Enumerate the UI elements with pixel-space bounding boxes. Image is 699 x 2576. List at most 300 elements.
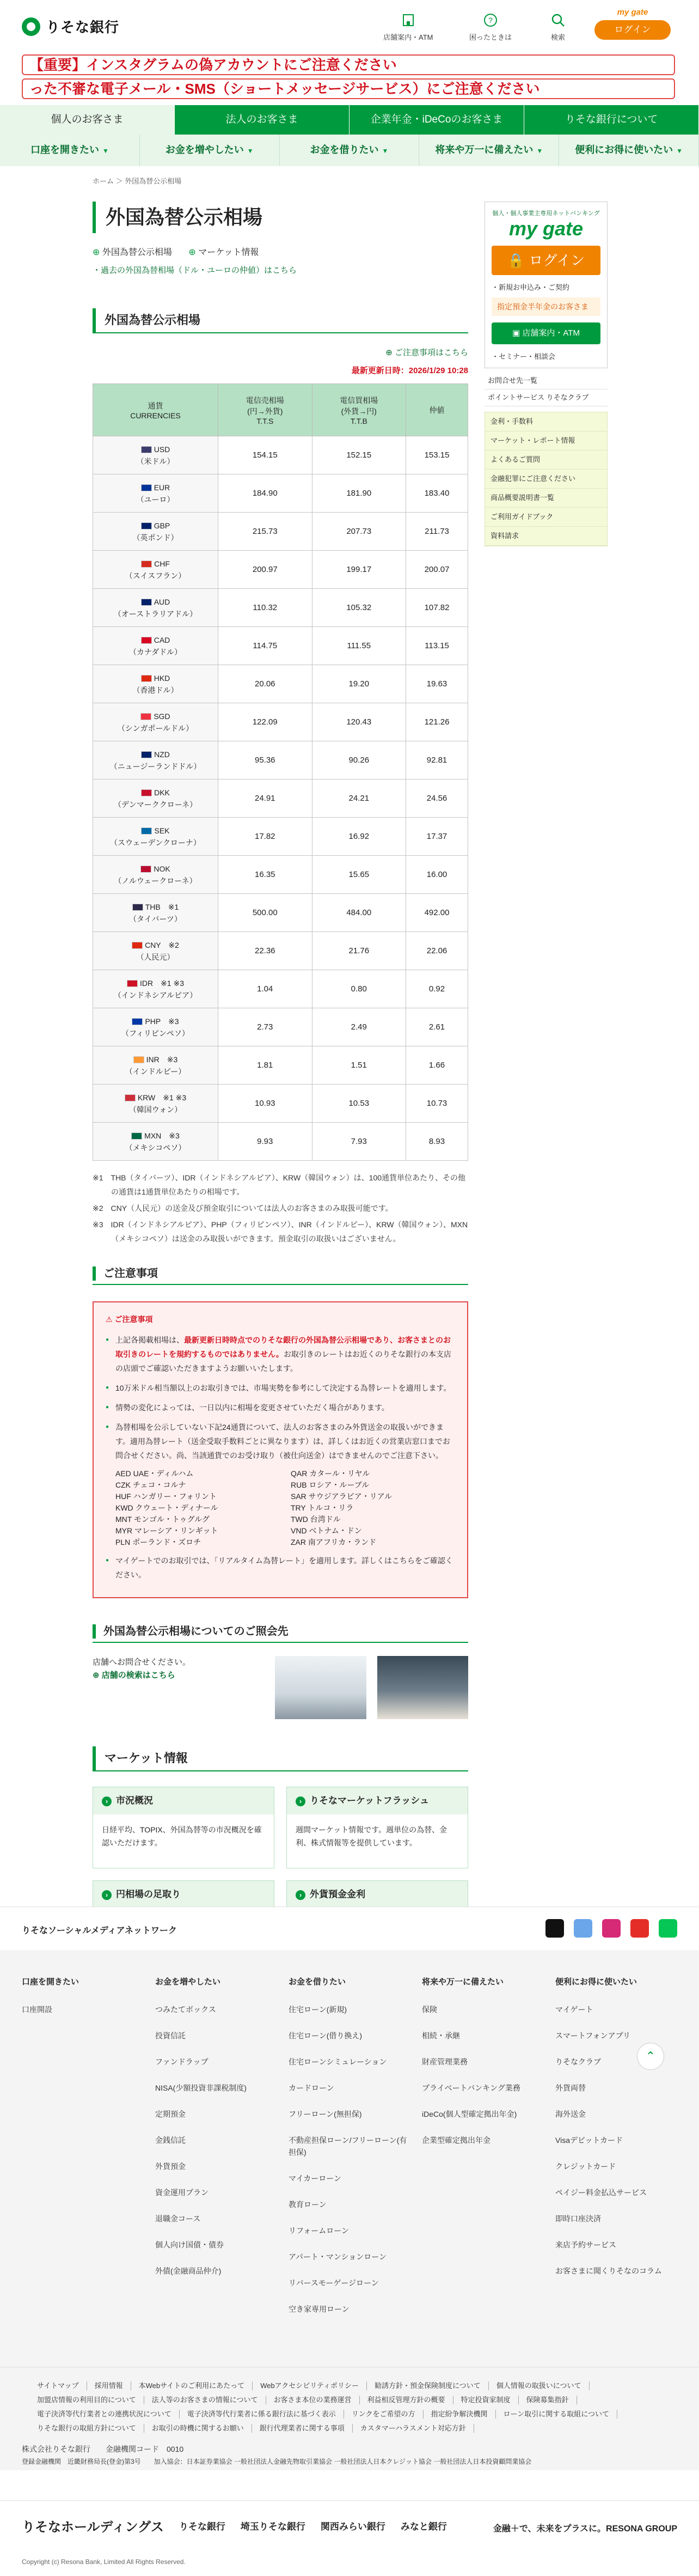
attention-heading: ご注意事項 bbox=[93, 1262, 468, 1285]
contact-heading: 外国為替公示相場についてのご照会先 bbox=[93, 1620, 468, 1643]
warning-icon: ⚠ bbox=[106, 1315, 113, 1324]
sidebar-item[interactable]: 金利・手数料 bbox=[485, 412, 607, 431]
table-row bbox=[93, 436, 468, 474]
mid-cell: 492.00 bbox=[406, 894, 468, 932]
last-updated: 最新更新日時：2026/1/29 10:28 bbox=[351, 366, 468, 375]
flag-icon bbox=[141, 522, 152, 529]
currency-code: ZAR 南アフリカ・ランド bbox=[291, 1538, 377, 1546]
flag-icon bbox=[125, 1094, 136, 1101]
currency-code: TWD 台湾ドル bbox=[291, 1515, 341, 1524]
currency-cell: THB ※1 （タイバーツ） bbox=[93, 894, 218, 932]
mid-cell: 153.15 bbox=[406, 436, 468, 474]
mid-cell: 107.82 bbox=[406, 589, 468, 627]
subnav-item[interactable]: 口座を開きたい ▼ bbox=[0, 135, 140, 166]
flag-icon bbox=[141, 599, 152, 606]
currency-cell: SEK （スウェーデンクローナ） bbox=[93, 818, 218, 856]
footer-link[interactable]: スマートフォンアプリ bbox=[555, 2031, 631, 2040]
footer-link[interactable]: りそなクラブ bbox=[555, 2057, 601, 2066]
footer-link[interactable]: クレジットカード bbox=[555, 2162, 616, 2171]
footer-legal-link[interactable]: 加盟店情報の利用目的について bbox=[29, 2396, 144, 2404]
footer-link[interactable]: 定期預金 bbox=[155, 2110, 186, 2118]
footer-link[interactable]: 退職金コース bbox=[155, 2214, 201, 2223]
table-notes bbox=[93, 1171, 468, 1246]
footer-link[interactable]: Visaデビットカード bbox=[555, 2136, 623, 2145]
currency-code: TRY トルコ・リラ bbox=[291, 1503, 354, 1512]
sidebar-item[interactable]: よくあるご質問 bbox=[485, 450, 607, 470]
footer-link[interactable]: リバースモーゲージローン bbox=[289, 2279, 379, 2287]
mid-cell: 1.66 bbox=[406, 1046, 468, 1085]
footer-legal-link[interactable]: 電子決済等代行業者との連携状況について bbox=[29, 2410, 180, 2419]
header-nav-help[interactable]: ? 困ったときは bbox=[469, 12, 512, 42]
ttb-cell: 24.21 bbox=[312, 780, 406, 818]
flag-icon bbox=[140, 713, 151, 720]
currency-cell: USD （米ドル） bbox=[93, 436, 218, 474]
chevron-down-icon: ▼ bbox=[676, 147, 683, 155]
footer-link[interactable]: 空き家専用ローン bbox=[289, 2305, 350, 2313]
slogan: 金融＋で、未来をプラスに。RESONA GROUP bbox=[493, 2524, 677, 2534]
mid-cell: 183.40 bbox=[406, 474, 468, 513]
currency-code: MNT モンゴル・トゥグルグ bbox=[115, 1515, 210, 1524]
footer-legal-link[interactable]: 個人情報の取扱いについて bbox=[489, 2382, 590, 2390]
footer-legal-link[interactable]: 銀行代理業者に関する事項 bbox=[252, 2424, 353, 2433]
footer-link[interactable]: 外貨預金 bbox=[155, 2162, 186, 2171]
mygate-login-header bbox=[594, 8, 671, 48]
footer-link[interactable]: iDeCo(個人型確定拠出年金) bbox=[422, 2110, 517, 2118]
question-icon bbox=[482, 12, 499, 28]
tts-cell: 500.00 bbox=[218, 894, 312, 932]
footer-legal-link[interactable]: リンクをご希望の方 bbox=[344, 2410, 424, 2419]
mid-cell: 200.07 bbox=[406, 551, 468, 589]
note: ※2 CNY（人民元）の送金及び預金取引については法人のお客さまのみ取扱可能です。 bbox=[93, 1204, 393, 1213]
arrow-right-icon: › bbox=[296, 1890, 305, 1900]
store-atm-button[interactable]: ▣ 店舗案内・ATM bbox=[492, 322, 600, 344]
footer-link[interactable]: 外債(金融商品仲介) bbox=[155, 2267, 222, 2275]
footer-link[interactable]: 企業型確定拠出年金 bbox=[422, 2136, 490, 2145]
currency-code: RUB ロシア・ルーブル bbox=[291, 1481, 370, 1489]
bank-staff-photo bbox=[377, 1656, 468, 1719]
ttb-cell: 2.49 bbox=[312, 1008, 406, 1046]
anchor-link[interactable]: ⊕ 外国為替公示相場 bbox=[93, 248, 172, 257]
ttb-cell: 111.55 bbox=[312, 627, 406, 665]
currency-code: HUF ハンガリー・フォリント bbox=[115, 1492, 217, 1501]
group-bank[interactable]: りそな銀行 bbox=[179, 2522, 225, 2532]
subnav-item[interactable]: お金を増やしたい ▼ bbox=[140, 135, 280, 166]
mid-cell: 16.00 bbox=[406, 856, 468, 894]
footer-legal-link[interactable]: お客さま本位の業務運営 bbox=[266, 2396, 360, 2404]
currency-cell: AUD （オーストラリアドル） bbox=[93, 589, 218, 627]
tab-corporate[interactable]: 法人のお客さま bbox=[175, 105, 350, 135]
currency-cell: SGD （シンガポールドル） bbox=[93, 703, 218, 741]
tts-cell: 95.36 bbox=[218, 741, 312, 780]
ttb-cell: 207.73 bbox=[312, 513, 406, 551]
sidebar-green-links bbox=[485, 412, 608, 546]
mail-icon[interactable] bbox=[574, 1919, 592, 1938]
arrow-circle-icon: ⊕ bbox=[188, 248, 196, 257]
footer-link[interactable]: 口座開設 bbox=[22, 2005, 52, 2014]
tts-cell: 154.15 bbox=[218, 436, 312, 474]
sidebar-item[interactable]: 資料請求 bbox=[485, 527, 607, 546]
arrow-circle-icon: ⊕ bbox=[93, 248, 100, 257]
table-row bbox=[93, 970, 468, 1008]
mid-cell: 121.26 bbox=[406, 703, 468, 741]
col-header-ttb: 電信買相場 (外貨→円) T.T.B bbox=[312, 384, 406, 436]
footer-link[interactable]: リフォームローン bbox=[289, 2226, 350, 2235]
arrow-right-icon: › bbox=[102, 1890, 112, 1900]
currency-cell: GBP （英ポンド） bbox=[93, 513, 218, 551]
currency-cell: IDR ※1 ※3 （インドネシアルピア） bbox=[93, 970, 218, 1008]
footer-link[interactable]: 外貨両替 bbox=[555, 2084, 586, 2092]
footer-column bbox=[22, 1976, 147, 2030]
header-login-button[interactable]: ログイン bbox=[594, 20, 671, 40]
mid-cell: 19.63 bbox=[406, 665, 468, 703]
breadcrumb[interactable]: ホーム ＞ 外国為替公示相場 bbox=[93, 177, 182, 185]
sidebar-item[interactable]: ご利用ガイドブック bbox=[485, 508, 607, 527]
currency-cell: DKK （デンマーククローネ） bbox=[93, 780, 218, 818]
currency-code-list bbox=[115, 1468, 455, 1548]
group-bank[interactable]: 関西みらい銀行 bbox=[320, 2522, 385, 2532]
footer-legal-link[interactable]: Webアクセシビリティポリシー bbox=[253, 2382, 367, 2390]
footer-link[interactable]: つみたてボックス bbox=[155, 2005, 216, 2014]
chevron-down-icon: ▼ bbox=[536, 147, 543, 155]
footer-link[interactable]: 相続・承継 bbox=[422, 2031, 460, 2040]
mid-cell: 92.81 bbox=[406, 741, 468, 780]
footer-link[interactable]: マイゲート bbox=[555, 2005, 593, 2014]
market-card[interactable]: › 外貨預金金利 bbox=[286, 1880, 468, 1962]
market-card[interactable]: › 市況概況 日経平均、TOPIX、外国為替等の市況概況を確認いただけます。 bbox=[93, 1787, 274, 1868]
page-title: 外国為替公示相場 bbox=[93, 202, 468, 233]
footer-legal-link[interactable]: 特定投資家制度 bbox=[453, 2396, 519, 2404]
sidebar-login-button[interactable]: 🔒 ログイン bbox=[492, 246, 600, 275]
table-row bbox=[93, 818, 468, 856]
contact-text: 店舗へお問合せください。 bbox=[93, 1658, 191, 1667]
copyright: Copyright (c) Resona Bank, Limited All Rights Reserved. bbox=[22, 2558, 186, 2566]
anchor-link[interactable]: ⊕ マーケット情報 bbox=[188, 248, 259, 257]
tts-cell: 200.97 bbox=[218, 551, 312, 589]
arrow-circle-icon: ⊕ bbox=[93, 1671, 100, 1680]
note: ※3 IDR（インドネシアルピア）、PHP（フィリピンペソ）、INR（インドルピー）、KRW（韓国ウォン）、MXN（メキシコペソ）は送金のみ取扱いができます。預金取引の取扱いはございません。 bbox=[93, 1220, 468, 1243]
footer-column bbox=[422, 1976, 547, 2160]
company-registration: 登録金融機関 近畿財務局長(登金)第3号 加入協会：日本証券業協会 一般社団法人金融先物取引業協会 一般社団法人日本クレジット協会 一般社団法人日本投資顧問業協会 bbox=[22, 2458, 532, 2465]
ttb-cell: 1.51 bbox=[312, 1046, 406, 1085]
arrow-circle-icon: ⊕ bbox=[385, 348, 393, 357]
line-icon[interactable] bbox=[659, 1919, 677, 1938]
past-rates-link[interactable]: ・過去の外国為替相場（ドル・ユーロの仲値）はこちら bbox=[93, 266, 297, 275]
mid-cell: 8.93 bbox=[406, 1123, 468, 1161]
table-row bbox=[93, 894, 468, 932]
tts-cell: 110.32 bbox=[218, 589, 312, 627]
youtube-icon[interactable] bbox=[630, 1919, 649, 1938]
table-row bbox=[93, 474, 468, 513]
footer-link[interactable]: プライベートバンキング業務 bbox=[422, 2084, 520, 2092]
mygate-login-box: 個人・個人事業主専用ネットバンキング my gate 🔒 ログイン ・新規お申込み・ご契約 指定預金半年金のお客さま ▣ 店舗案内・ATM ・セミナー・相談会 bbox=[485, 202, 608, 368]
attention-item: ● 為替相場を公示していない下記24通貨について、法人のお客さまのみ外貨送金の取扱いができます。適用為替レート（送金受取手数料ごとに異なります）は、詳しくはお近くの営業店窓口までお問合せください。尚、当該通貨でのお受け取り（被仕向送金）はできませんのでご注意下さい。 bbox=[106, 1420, 455, 1463]
tts-cell: 122.09 bbox=[218, 703, 312, 741]
footer-legal-link[interactable]: 電子決済等代行業者に係る銀行法に基づく表示 bbox=[180, 2410, 344, 2419]
alert-banner[interactable]: った不審な電子メール・SMS（ショートメッセージサービス）にご注意ください bbox=[22, 78, 675, 99]
flag-icon bbox=[141, 484, 152, 491]
x-icon[interactable] bbox=[545, 1919, 564, 1938]
footer-legal-link[interactable]: お取引の時機に関するお願い bbox=[144, 2424, 252, 2433]
ttb-cell: 10.53 bbox=[312, 1085, 406, 1123]
holdings-logo[interactable]: りそなホールディングス bbox=[22, 2520, 164, 2535]
table-row bbox=[93, 856, 468, 894]
footer-legal-link[interactable]: 指定紛争解決機関 bbox=[424, 2410, 496, 2419]
header-nav-store-atm[interactable]: 店舗案内・ATM bbox=[383, 12, 433, 42]
ttb-cell: 484.00 bbox=[312, 894, 406, 932]
footer-legal-link[interactable]: ローン取引に関する取組について bbox=[496, 2410, 617, 2419]
footer-link[interactable]: 教育ローン bbox=[289, 2200, 327, 2209]
footer-link[interactable]: 投資信託 bbox=[155, 2031, 186, 2040]
caution-link[interactable]: ⊕ ご注意事項はこちら bbox=[385, 348, 468, 357]
page-anchor-links bbox=[93, 245, 468, 258]
group-bank[interactable]: 埼玉りそな銀行 bbox=[240, 2522, 305, 2532]
svg-text:?: ? bbox=[488, 16, 493, 25]
main-content bbox=[93, 202, 468, 1962]
footer-legal-link[interactable]: カスタマーハラスメント対応方針 bbox=[353, 2424, 474, 2433]
footer-column-heading: 口座を開きたい bbox=[22, 1977, 79, 1987]
table-row bbox=[93, 1046, 468, 1085]
attention-item[interactable]: ● マイゲートでのお取引では、「リアルタイム為替レート」を適用します。詳しくはこちらをご確認ください。 bbox=[106, 1554, 455, 1582]
new-application-link[interactable]: ・新規お申込み・ご契約 bbox=[492, 283, 570, 291]
footer-column-heading: 将来や万一に備えたい bbox=[422, 1977, 504, 1987]
sidebar-item-contacts[interactable]: お問合せ先一覧 bbox=[485, 373, 608, 389]
footer-legal-link[interactable]: 保険募集指針 bbox=[519, 2396, 577, 2404]
resona-logo[interactable]: りそな銀行 bbox=[22, 16, 119, 36]
footer-link[interactable]: ファンドラップ bbox=[155, 2057, 209, 2066]
chevron-down-icon: ▼ bbox=[247, 147, 254, 155]
market-card[interactable]: › りそなマーケットフラッシュ 週間マーケット情報です。週単位の為替、金利、株式情報等を提供しています。 bbox=[286, 1787, 468, 1868]
header-nav-search[interactable]: 検索 bbox=[550, 12, 566, 42]
currency-code: MYR マレーシア・リンギット bbox=[115, 1526, 218, 1535]
sidebar-item-resona-club[interactable]: ポイントサービス りそなクラブ bbox=[485, 389, 608, 406]
group-bank[interactable]: みなと銀行 bbox=[400, 2522, 447, 2532]
footer-legal-link[interactable]: 採用情報 bbox=[87, 2382, 131, 2390]
fx-rate-table bbox=[93, 383, 468, 1161]
holdings-bar bbox=[0, 2500, 699, 2552]
footer-column-heading: 便利にお得に使いたい bbox=[555, 1977, 637, 1987]
footer-legal-link[interactable]: 法人等のお客さまの情報について bbox=[144, 2396, 266, 2404]
attention-box bbox=[93, 1301, 468, 1598]
footer-link[interactable]: 資金運用プラン bbox=[155, 2188, 209, 2197]
tts-cell: 215.73 bbox=[218, 513, 312, 551]
ttb-cell: 90.26 bbox=[312, 741, 406, 780]
col-header-tts: 電信売相場 (円→外貨) T.T.S bbox=[218, 384, 312, 436]
flag-icon bbox=[132, 904, 143, 911]
ttb-cell: 7.93 bbox=[312, 1123, 406, 1161]
footer-link[interactable]: マイカーローン bbox=[289, 2174, 342, 2183]
currency-cell: CNY ※2 （人民元） bbox=[93, 932, 218, 970]
flag-icon bbox=[140, 866, 151, 873]
subnav-item[interactable]: 便利にお得に使いたい ▼ bbox=[559, 135, 699, 166]
footer-link[interactable]: 金銭信託 bbox=[155, 2136, 186, 2145]
currency-cell: INR ※3 （インドルピー） bbox=[93, 1046, 218, 1085]
ttb-cell: 120.43 bbox=[312, 703, 406, 741]
search-icon bbox=[550, 12, 566, 28]
attention-item: ● 上記各掲載相場は、最新更新日時時点でのりそな銀行の外国為替公示相場であり、お客さまとのお取引きのレートを規約するものではありません。お取引きのレートはお近くのりそな銀行の本支店の店頭でご確認いただきますようお願いいたします。 bbox=[106, 1333, 455, 1375]
footer-link[interactable]: ペイジー料金払込サービス bbox=[555, 2188, 647, 2197]
tab-about[interactable]: りそな銀行について bbox=[524, 105, 699, 135]
mid-cell: 10.73 bbox=[406, 1085, 468, 1123]
ttb-cell: 152.15 bbox=[312, 436, 406, 474]
footer-links bbox=[0, 2367, 699, 2470]
footer-link[interactable]: 来店予約サービス bbox=[555, 2240, 616, 2249]
footer-column bbox=[555, 1976, 680, 2291]
currency-cell: MXN ※3 （メキシコペソ） bbox=[93, 1123, 218, 1161]
attention-item: ● 情勢の変化によっては、一日以内に相場を変更させていただく場合があります。 bbox=[106, 1400, 455, 1415]
seminar-link[interactable]: ・セミナー・相談会 bbox=[492, 352, 556, 361]
mid-cell: 2.61 bbox=[406, 1008, 468, 1046]
mid-cell: 24.56 bbox=[406, 780, 468, 818]
currency-code: VND ベトナム・ドン bbox=[291, 1526, 362, 1535]
footer-link[interactable]: 住宅ローンシミュレーション bbox=[289, 2057, 387, 2066]
sns-bar: りそなソーシャルメディアネットワーク bbox=[0, 1907, 699, 1950]
footer-legal-link[interactable]: 利益相反管理方針の概要 bbox=[360, 2396, 453, 2404]
alert-banner[interactable]: 【重要】インスタグラムの偽アカウントにご注意ください bbox=[22, 54, 675, 75]
footer-link[interactable]: NISA(少額投資非課税制度) bbox=[155, 2084, 247, 2092]
table-row bbox=[93, 551, 468, 589]
currency-cell: KRW ※1 ※3 （韓国ウォン） bbox=[93, 1085, 218, 1123]
tts-cell: 1.81 bbox=[218, 1046, 312, 1085]
building-icon bbox=[400, 12, 416, 28]
footer-link[interactable]: 住宅ローン(借り換え) bbox=[289, 2031, 363, 2040]
footer-navigation bbox=[0, 1950, 699, 2367]
currency-cell: HKD （香港ドル） bbox=[93, 665, 218, 703]
footer-link[interactable]: 即時口座決済 bbox=[555, 2214, 601, 2223]
ttb-cell: 16.92 bbox=[312, 818, 406, 856]
subnav-item[interactable]: 将来や万一に備えたい ▼ bbox=[419, 135, 559, 166]
tab-pension[interactable]: 企業年金・iDeCoのお客さま bbox=[350, 105, 524, 135]
store-search-link[interactable]: ⊕ 店舗の検索はこちら bbox=[93, 1671, 175, 1680]
sidebar-item[interactable]: 金融犯罪にご注意ください bbox=[485, 470, 607, 489]
footer-link[interactable]: お客さまに聞くりそなのコラム bbox=[555, 2267, 662, 2275]
ttb-cell: 21.76 bbox=[312, 932, 406, 970]
currency-cell: PHP ※3 （フィリピンペソ） bbox=[93, 1008, 218, 1046]
table-row bbox=[93, 513, 468, 551]
flag-icon bbox=[133, 1056, 144, 1063]
flag-icon bbox=[141, 789, 152, 796]
mid-cell: 0.92 bbox=[406, 970, 468, 1008]
attention-box-title: ⚠ ご注意事項 bbox=[106, 1315, 153, 1324]
footer-column bbox=[289, 1976, 414, 2329]
mygate-logo: my gate bbox=[508, 217, 584, 240]
footer-legal-link[interactable]: サイトマップ bbox=[29, 2382, 87, 2390]
flag-icon bbox=[131, 1132, 142, 1140]
flag-icon bbox=[132, 1018, 143, 1025]
tts-cell: 9.93 bbox=[218, 1123, 312, 1161]
sidebar-item[interactable]: マーケット・レポート情報 bbox=[485, 431, 607, 450]
currency-code: CZK チェコ・コルナ bbox=[115, 1481, 186, 1489]
footer-link[interactable]: 財産管理業務 bbox=[422, 2057, 468, 2066]
mid-cell: 17.37 bbox=[406, 818, 468, 856]
footer-legal-link[interactable]: 本Webサイトのご利用にあたって bbox=[131, 2382, 253, 2390]
currency-code: KWD クウェート・ディナール bbox=[115, 1503, 218, 1512]
sub-navigation bbox=[0, 135, 699, 166]
footer-column-heading: お金を増やしたい bbox=[155, 1977, 221, 1987]
chevron-down-icon: ▼ bbox=[382, 147, 389, 155]
flag-icon bbox=[127, 980, 138, 987]
contact-section bbox=[93, 1656, 468, 1719]
subnav-item[interactable]: お金を借りたい ▼ bbox=[280, 135, 420, 166]
footer-link[interactable]: アパート・マンションローン bbox=[289, 2252, 387, 2261]
footer-legal-link[interactable]: 勧誘方針・預金保険制度について bbox=[367, 2382, 489, 2390]
flag-icon bbox=[141, 637, 152, 644]
ttb-cell: 15.65 bbox=[312, 856, 406, 894]
ttb-cell: 199.17 bbox=[312, 551, 406, 589]
footer-link[interactable]: 個人向け国債・債券 bbox=[155, 2240, 224, 2249]
tts-cell: 1.04 bbox=[218, 970, 312, 1008]
instagram-icon[interactable] bbox=[602, 1919, 621, 1938]
currency-cell: NZD （ニュージーランドドル） bbox=[93, 741, 218, 780]
footer-legal-link[interactable]: りそな銀行の取組方針について bbox=[29, 2424, 144, 2433]
col-header-mid: 仲値 bbox=[406, 384, 468, 436]
sidebar-item[interactable]: 商品概要説明書一覧 bbox=[485, 489, 607, 508]
mid-cell: 113.15 bbox=[406, 627, 468, 665]
table-row bbox=[93, 932, 468, 970]
currency-code: PLN ポーランド・ズロチ bbox=[115, 1538, 201, 1546]
site-header bbox=[0, 0, 699, 52]
table-row bbox=[93, 1008, 468, 1046]
currency-cell: NOK （ノルウェークローネ） bbox=[93, 856, 218, 894]
section-heading: 外国為替公示相場 bbox=[93, 308, 468, 333]
lock-icon: 🔒 bbox=[507, 252, 525, 269]
tts-cell: 17.82 bbox=[218, 818, 312, 856]
footer-link[interactable]: 保険 bbox=[422, 2005, 437, 2014]
flag-icon bbox=[141, 561, 152, 568]
footer-link[interactable]: 不動産担保ローン/フリーローン(有担保) bbox=[289, 2136, 407, 2157]
table-row bbox=[93, 1085, 468, 1123]
table-row bbox=[93, 780, 468, 818]
main-tabs bbox=[0, 105, 699, 135]
mygate-logo: my gate bbox=[617, 8, 648, 17]
tts-cell: 114.75 bbox=[218, 627, 312, 665]
table-row bbox=[93, 703, 468, 741]
footer-link[interactable]: 住宅ローン(新規) bbox=[289, 2005, 347, 2014]
tts-cell: 2.73 bbox=[218, 1008, 312, 1046]
company-info: 株式会社りそな銀行 金融機関コード 0010 bbox=[22, 2445, 184, 2453]
currency-cell: CAD （カナダドル） bbox=[93, 627, 218, 665]
tts-cell: 16.35 bbox=[218, 856, 312, 894]
attention-item: ● 10万米ドル相当額以上のお取引きでは、市場実勢を参考にして決定する為替レートを適用します。 bbox=[106, 1381, 455, 1395]
footer-link[interactable]: フリーローン(無担保) bbox=[289, 2110, 362, 2118]
arrow-right-icon: › bbox=[296, 1796, 305, 1806]
flag-icon bbox=[132, 942, 143, 949]
back-to-top-button[interactable]: ⌃ bbox=[637, 2043, 664, 2070]
currency-code: QAR カタール・リヤル bbox=[291, 1469, 370, 1478]
note: ※1 THB（タイバーツ）、IDR（インドネシアルピア）、KRW（韓国ウォン）は、100通貨単位あたり、その他の通貨は1通貨単位あたりの相場です。 bbox=[93, 1173, 466, 1196]
building-icon: ▣ bbox=[512, 328, 520, 338]
ttb-cell: 0.80 bbox=[312, 970, 406, 1008]
tab-personal[interactable]: 個人のお客さま bbox=[0, 105, 175, 135]
sidebar-links bbox=[485, 373, 608, 406]
flag-icon bbox=[141, 827, 152, 835]
mid-cell: 22.06 bbox=[406, 932, 468, 970]
chevron-down-icon: ▼ bbox=[102, 147, 109, 155]
footer-link[interactable]: 海外送金 bbox=[555, 2110, 586, 2118]
footer-column bbox=[155, 1976, 280, 2291]
arrow-right-icon: › bbox=[102, 1796, 112, 1806]
footer-column-heading: お金を借りたい bbox=[289, 1977, 346, 1987]
sidebar bbox=[485, 202, 608, 546]
ttb-cell: 105.32 bbox=[312, 589, 406, 627]
currency-code: AED UAE・ディルハム bbox=[115, 1469, 194, 1478]
market-card[interactable]: › 円相場の足取り bbox=[93, 1880, 274, 1962]
currency-cell: EUR （ユーロ） bbox=[93, 474, 218, 513]
currency-cell: CHF （スイスフラン） bbox=[93, 551, 218, 589]
footer-link[interactable]: カードローン bbox=[289, 2084, 334, 2092]
designated-deposit-link[interactable]: 指定預金半年金のお客さま bbox=[492, 297, 600, 316]
ttb-cell: 181.90 bbox=[312, 474, 406, 513]
tts-cell: 20.06 bbox=[218, 665, 312, 703]
